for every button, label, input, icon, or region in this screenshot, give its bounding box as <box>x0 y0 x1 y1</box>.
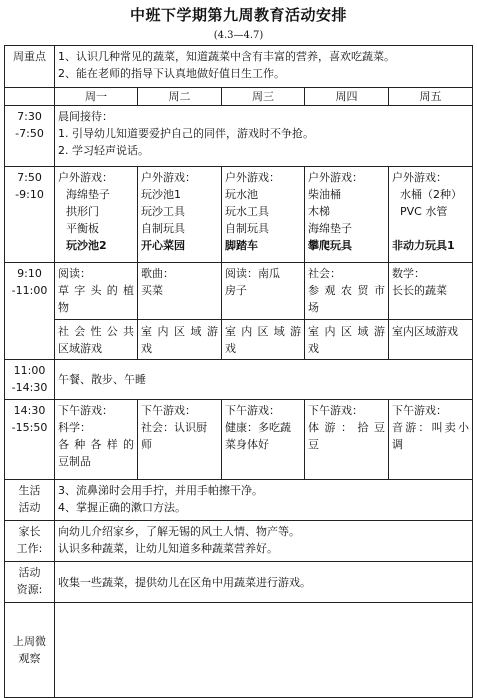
outdoor-line: 户外游戏： <box>58 171 113 184</box>
afternoon-cell-fri <box>389 400 473 480</box>
time-end: -11:00 <box>11 284 48 297</box>
afternoon-line: 调 <box>392 438 403 451</box>
time-end: -7:50 <box>15 127 44 140</box>
outdoor-line: 自制玩具 <box>141 222 185 235</box>
observe-label <box>5 603 55 698</box>
time-start: 11:00 <box>13 364 46 377</box>
learning-spacer <box>141 299 218 316</box>
goals-line: 2、能在老师的指导下认真地做好值日生工作。 <box>58 67 285 80</box>
goals-content <box>55 46 473 88</box>
outdoor-cell-fri <box>389 167 473 263</box>
learning-line: 室内区域游 <box>308 325 385 338</box>
time-end: -9:10 <box>15 188 44 201</box>
learning-line: 室内区域游 <box>225 325 301 338</box>
learning-spacer <box>392 299 469 316</box>
afternoon-line: 豆制品 <box>58 455 91 468</box>
outdoor-line: 平衡板 <box>66 222 99 235</box>
date-range: (4.3—4.7) <box>213 30 264 41</box>
learning-line: 戏 <box>308 342 319 355</box>
learning-line: 物 <box>58 301 69 314</box>
afternoon-cell-tue <box>138 400 222 480</box>
learning-line: 歌曲： <box>141 267 174 280</box>
learning-line: 场 <box>308 301 319 314</box>
goals-row <box>5 46 473 88</box>
observe-content[interactable] <box>55 603 473 698</box>
resources-row <box>5 562 473 603</box>
observe-label-line: 观察 <box>18 652 41 665</box>
outdoor-area: 玩沙池2 <box>66 239 107 252</box>
parents-row <box>5 521 473 562</box>
learning-line: 区域游戏 <box>58 342 102 355</box>
afternoon-line: 下午游戏： <box>308 404 363 417</box>
day-header-tue: 周二 <box>138 88 222 106</box>
life-line: 3、流鼻涕时会用手拧，并用手帕擦干净。 <box>58 484 263 497</box>
morning-time <box>5 106 55 167</box>
goals-line: 1、认识几种常见的蔬菜，知道蔬菜中含有丰富的营养，喜欢吃蔬菜。 <box>58 50 395 63</box>
resources-label <box>5 562 55 603</box>
learning-lower <box>222 319 304 357</box>
parents-content <box>55 521 473 562</box>
morning-line: 2. 学习轻声说话。 <box>58 144 149 157</box>
learning-line: 室内区域游戏 <box>392 325 458 338</box>
afternoon-cell-wed <box>222 400 305 480</box>
afternoon-line: 下午游戏： <box>58 404 113 417</box>
goals-label: 周重点 <box>5 46 55 88</box>
day-header-thu: 周四 <box>305 88 389 106</box>
outdoor-row <box>5 167 473 263</box>
afternoon-line: 师 <box>141 438 152 451</box>
learning-line: 参观农贸市 <box>308 284 385 297</box>
outdoor-line: 海绵垫子 <box>66 188 110 201</box>
outdoor-cell-wed <box>222 167 305 263</box>
time-start: 9:10 <box>17 267 42 280</box>
life-row <box>5 480 473 521</box>
outdoor-line: 户外游戏： <box>225 171 280 184</box>
life-label-line: 生活 <box>18 484 41 497</box>
afternoon-time <box>5 400 55 480</box>
time-start: 14:30 <box>13 404 46 417</box>
learning-cell-mon <box>55 263 138 360</box>
outdoor-line: 拱形门 <box>66 205 99 218</box>
learning-line: 室内区域游 <box>141 325 218 338</box>
learning-line: 阅读：南瓜 <box>225 267 280 280</box>
afternoon-line: 豆 <box>308 438 319 451</box>
afternoon-line: 下午游戏： <box>225 404 280 417</box>
time-start: 7:50 <box>17 171 42 184</box>
outdoor-area: 脚踏车 <box>225 239 258 252</box>
afternoon-line: 下午游戏： <box>392 404 447 417</box>
outdoor-line: 木梯 <box>308 205 330 218</box>
outdoor-line: 户外游戏： <box>392 171 447 184</box>
outdoor-area: 开心菜园 <box>141 239 185 252</box>
resources-content: 收集一些蔬菜，提供幼儿在区角中用蔬菜进行游戏。 <box>55 562 473 603</box>
learning-lower <box>138 319 221 357</box>
learning-line: 社会性公共 <box>58 325 134 338</box>
life-label-line: 活动 <box>18 501 41 514</box>
parents-line: 向幼儿介绍家乡，了解无锡的风土人情、物产等。 <box>58 525 300 538</box>
afternoon-line: 音游：叫卖小 <box>392 421 470 434</box>
resources-label-line: 资源: <box>16 583 43 596</box>
afternoon-line: 体游：拾豆 <box>308 421 385 434</box>
learning-line: 房子 <box>225 284 247 297</box>
outdoor-spacer <box>392 220 469 237</box>
outdoor-line: 海绵垫子 <box>308 222 352 235</box>
morning-row <box>5 106 473 167</box>
life-line: 4、掌握正确的漱口方法。 <box>58 501 186 514</box>
observe-row <box>5 603 473 698</box>
learning-line: 阅读： <box>58 267 91 280</box>
outdoor-line: PVC 水管 <box>400 205 448 218</box>
learning-time <box>5 263 55 360</box>
lunch-content: 午餐、散步、午睡 <box>55 360 473 400</box>
day-header-fri: 周五 <box>389 88 473 106</box>
outdoor-line: 户外游戏： <box>308 171 363 184</box>
afternoon-cell-thu <box>305 400 389 480</box>
afternoon-line: 科学： <box>58 421 91 434</box>
learning-cell-fri <box>389 263 473 360</box>
parents-label-line: 工作: <box>16 542 43 555</box>
morning-content <box>55 106 473 167</box>
afternoon-line: 健康：多吃蔬 <box>225 421 291 434</box>
time-end: -14:30 <box>11 381 48 394</box>
afternoon-line: 各种各样的 <box>58 438 134 451</box>
afternoon-line: 下午游戏： <box>141 404 196 417</box>
lunch-row <box>5 360 473 400</box>
learning-lower <box>389 319 472 357</box>
day-header-wed: 周三 <box>222 88 305 106</box>
day-header-row <box>5 88 473 106</box>
afternoon-cell-mon <box>55 400 138 480</box>
learning-cell-tue <box>138 263 222 360</box>
outdoor-area: 攀爬玩具 <box>308 239 352 252</box>
learning-spacer <box>392 340 469 357</box>
morning-line: 晨间接待： <box>58 110 113 123</box>
outdoor-line: 水桶（2种） <box>400 188 462 201</box>
morning-line: 1. 引导幼儿知道要爱护自己的同伴，游戏时不争抢。 <box>58 127 314 140</box>
learning-line: 买菜 <box>141 284 163 297</box>
parents-label <box>5 521 55 562</box>
learning-lower <box>55 319 137 357</box>
learning-spacer <box>225 299 301 316</box>
learning-line: 长长的蔬菜 <box>392 284 447 297</box>
time-start: 7:30 <box>17 110 42 123</box>
outdoor-time <box>5 167 55 263</box>
life-content <box>55 480 473 521</box>
learning-line: 草字头的植 <box>58 284 134 297</box>
outdoor-line: 玩水池 <box>225 188 258 201</box>
outdoor-line: 户外游戏： <box>141 171 196 184</box>
corner-cell <box>5 88 55 106</box>
afternoon-line: 菜身体好 <box>225 438 269 451</box>
learning-cell-thu <box>305 263 389 360</box>
outdoor-cell-tue <box>138 167 222 263</box>
outdoor-line: 柴油桶 <box>308 188 341 201</box>
outdoor-line: 自制玩具 <box>225 222 269 235</box>
learning-cell-wed <box>222 263 305 360</box>
lunch-time <box>5 360 55 400</box>
outdoor-line: 玩沙工具 <box>141 205 185 218</box>
outdoor-line: 玩沙池1 <box>141 188 181 201</box>
outdoor-cell-thu <box>305 167 389 263</box>
life-label <box>5 480 55 521</box>
afternoon-line: 社会：认识厨 <box>141 421 207 434</box>
learning-line: 戏 <box>225 342 236 355</box>
outdoor-line: 玩水工具 <box>225 205 269 218</box>
resources-label-line: 活动 <box>18 566 41 579</box>
page-title: 中班下学期第九周教育活动安排 <box>129 6 347 24</box>
learning-line: 数学： <box>392 267 425 280</box>
afternoon-row <box>5 400 473 480</box>
learning-row <box>5 263 473 360</box>
time-end: -15:50 <box>11 421 48 434</box>
learning-lower <box>305 319 388 357</box>
schedule-table <box>4 45 473 698</box>
observe-label-line: 上周微 <box>13 635 46 648</box>
day-header-mon: 周一 <box>55 88 138 106</box>
outdoor-cell-mon <box>55 167 138 263</box>
learning-line: 社会： <box>308 267 341 280</box>
parents-label-line: 家长 <box>18 525 41 538</box>
outdoor-area: 非动力玩具1 <box>392 239 455 252</box>
learning-line: 戏 <box>141 342 152 355</box>
parents-line: 认识多种蔬菜，让幼儿知道多种蔬菜营养好。 <box>58 542 278 555</box>
